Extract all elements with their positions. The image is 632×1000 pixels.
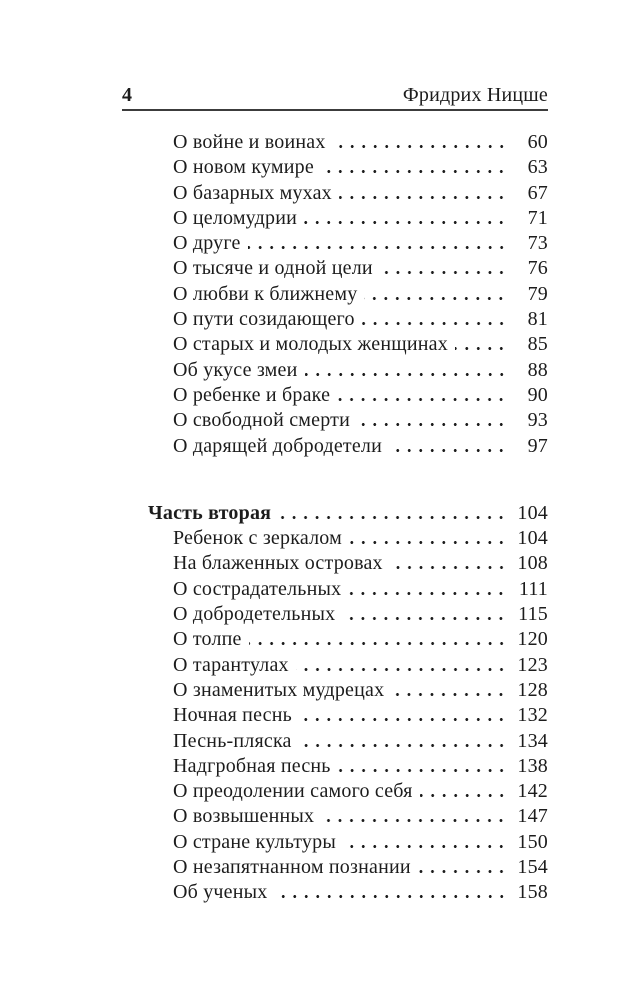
toc-entry-title: О незапятнанном познании <box>173 856 411 879</box>
toc-entry-page: 132 <box>517 704 548 727</box>
dot-leader <box>299 716 509 721</box>
toc-row <box>122 603 548 628</box>
toc-section-heading-row <box>122 502 548 527</box>
toc-entry-title: О тарантулах <box>173 653 289 676</box>
toc-entry-page: 111 <box>518 577 548 600</box>
toc-row <box>122 755 548 780</box>
toc-row <box>122 283 548 308</box>
dot-leader <box>248 244 509 249</box>
toc-row <box>122 654 548 679</box>
toc-entry-page: 97 <box>527 434 548 457</box>
toc-row <box>122 257 548 282</box>
toc-row <box>122 552 548 577</box>
toc-entry-title: О новом кумире <box>173 156 314 179</box>
dot-leader <box>299 742 509 747</box>
toc-entry-page: 81 <box>527 308 548 331</box>
toc-row <box>122 207 548 232</box>
toc-row <box>122 805 548 830</box>
dot-leader <box>389 447 509 452</box>
toc-row <box>122 232 548 257</box>
dot-leader <box>362 320 509 325</box>
toc-entry-page: 134 <box>517 729 548 752</box>
toc-row <box>122 384 548 409</box>
toc-row <box>122 704 548 729</box>
dot-leader <box>249 640 509 645</box>
toc-entry-title: На блаженных островах <box>173 552 383 575</box>
toc-entry-title: Об укусе змеи <box>173 358 298 381</box>
toc-row <box>122 628 548 653</box>
toc-entry-title: О преодолении самого себя <box>173 780 413 803</box>
toc-row <box>122 333 548 358</box>
toc-entry-page: 120 <box>517 628 548 651</box>
dot-leader <box>304 219 509 224</box>
toc-entry-title: Песнь-пляска <box>173 729 292 752</box>
toc-row <box>122 881 548 906</box>
toc-entry-title: О пути созидающего <box>173 308 355 331</box>
toc-entry-page: 85 <box>527 333 548 356</box>
dot-leader <box>275 893 510 898</box>
dot-leader <box>357 421 509 426</box>
dot-leader <box>305 371 509 376</box>
toc-entry-page: 115 <box>518 603 548 626</box>
toc-entry-title: О свободной смерти <box>173 409 350 432</box>
toc-row <box>122 182 548 207</box>
toc-entry-page: 147 <box>517 805 548 828</box>
toc-entry-title: О тысяче и одной цели <box>173 257 373 280</box>
toc-entry-title: Надгробная песнь <box>173 754 331 777</box>
toc-entry-page: 73 <box>527 232 548 255</box>
dot-leader <box>390 564 509 569</box>
toc-row <box>122 578 548 603</box>
toc-entry-title: О любви к ближнему <box>173 282 358 305</box>
toc-row <box>122 730 548 755</box>
toc-entry-page: 154 <box>517 856 548 879</box>
dot-leader <box>321 817 509 822</box>
toc-row <box>122 527 548 552</box>
toc-entry-page: 150 <box>517 830 548 853</box>
toc-entry-title: О войне и воинах <box>173 131 326 153</box>
toc-entry-page: 67 <box>527 181 548 204</box>
dot-leader <box>342 615 509 620</box>
toc-entry-page: 88 <box>527 358 548 381</box>
toc-entry-title: Ночная песнь <box>173 704 292 727</box>
toc-row <box>122 359 548 384</box>
toc-entry-page: 71 <box>527 206 548 229</box>
toc-row <box>122 156 548 181</box>
dot-leader <box>418 868 509 873</box>
toc-entry-title: О дарящей добродетели <box>173 434 383 457</box>
toc-entry-page: 104 <box>517 501 548 524</box>
toc-entry-page: 128 <box>517 678 548 701</box>
dot-leader <box>364 295 509 300</box>
toc-entry-page: 76 <box>527 257 548 280</box>
toc-entry-page: 93 <box>527 409 548 432</box>
dot-leader <box>420 792 509 797</box>
toc-entry-title: О добродетельных <box>173 603 336 626</box>
toc-entry-title: О знаменитых мудрецах <box>173 678 385 701</box>
toc-row <box>122 409 548 434</box>
toc-row <box>122 780 548 805</box>
page-folio: 4 <box>122 84 133 106</box>
header-rule <box>122 109 548 111</box>
dot-leader <box>338 767 509 772</box>
dot-leader <box>343 843 509 848</box>
toc-row <box>122 435 548 460</box>
toc-entry-title: Об ученых <box>173 881 268 904</box>
toc-entry-title: О друге <box>173 232 241 255</box>
toc-entry-title: О ребенке и браке <box>173 383 331 406</box>
toc-entry-title: Ребенок с зеркалом <box>173 527 342 550</box>
toc-row <box>122 856 548 881</box>
toc-entry-title: О возвышенных <box>173 805 315 828</box>
dot-leader <box>349 539 509 544</box>
toc <box>122 131 548 907</box>
toc-entry-page: 104 <box>517 527 548 550</box>
dot-leader <box>348 590 509 595</box>
toc-entry-page: 123 <box>517 653 548 676</box>
toc-row <box>122 131 548 156</box>
toc-entry-title: О сострадательных <box>173 577 342 600</box>
dot-leader <box>339 194 509 199</box>
toc-row <box>122 679 548 704</box>
toc-row <box>122 831 548 856</box>
running-header <box>122 84 548 106</box>
toc-entry-title: О целомудрии <box>173 206 298 229</box>
toc-entry-page: 158 <box>517 881 548 904</box>
dot-leader <box>455 345 509 350</box>
toc-entry-page: 79 <box>527 282 548 305</box>
toc-entry-page: 90 <box>527 383 548 406</box>
toc-entry-page: 142 <box>517 780 548 803</box>
toc-entry-page: 60 <box>527 131 548 153</box>
dot-leader <box>321 168 509 173</box>
dot-leader <box>278 514 509 519</box>
toc-entry-title: О стране культуры <box>173 830 336 853</box>
toc-section-heading: Часть вторая <box>148 501 272 524</box>
toc-entry-title: О базарных мухах <box>173 181 332 204</box>
toc-entry-title: О старых и молодых женщинах <box>173 333 448 356</box>
toc-entry-page: 108 <box>517 552 548 575</box>
running-head-author: Фридрих Ницше <box>402 84 548 106</box>
dot-leader <box>380 269 509 274</box>
dot-leader <box>391 691 509 696</box>
toc-section <box>122 502 548 907</box>
dot-leader <box>296 666 509 671</box>
dot-leader <box>333 143 509 148</box>
toc-row <box>122 308 548 333</box>
toc-entry-title: О толпе <box>173 628 242 651</box>
dot-leader <box>337 396 509 401</box>
toc-section <box>122 131 548 460</box>
toc-entry-page: 63 <box>527 156 548 179</box>
toc-entry-page: 138 <box>517 754 548 777</box>
